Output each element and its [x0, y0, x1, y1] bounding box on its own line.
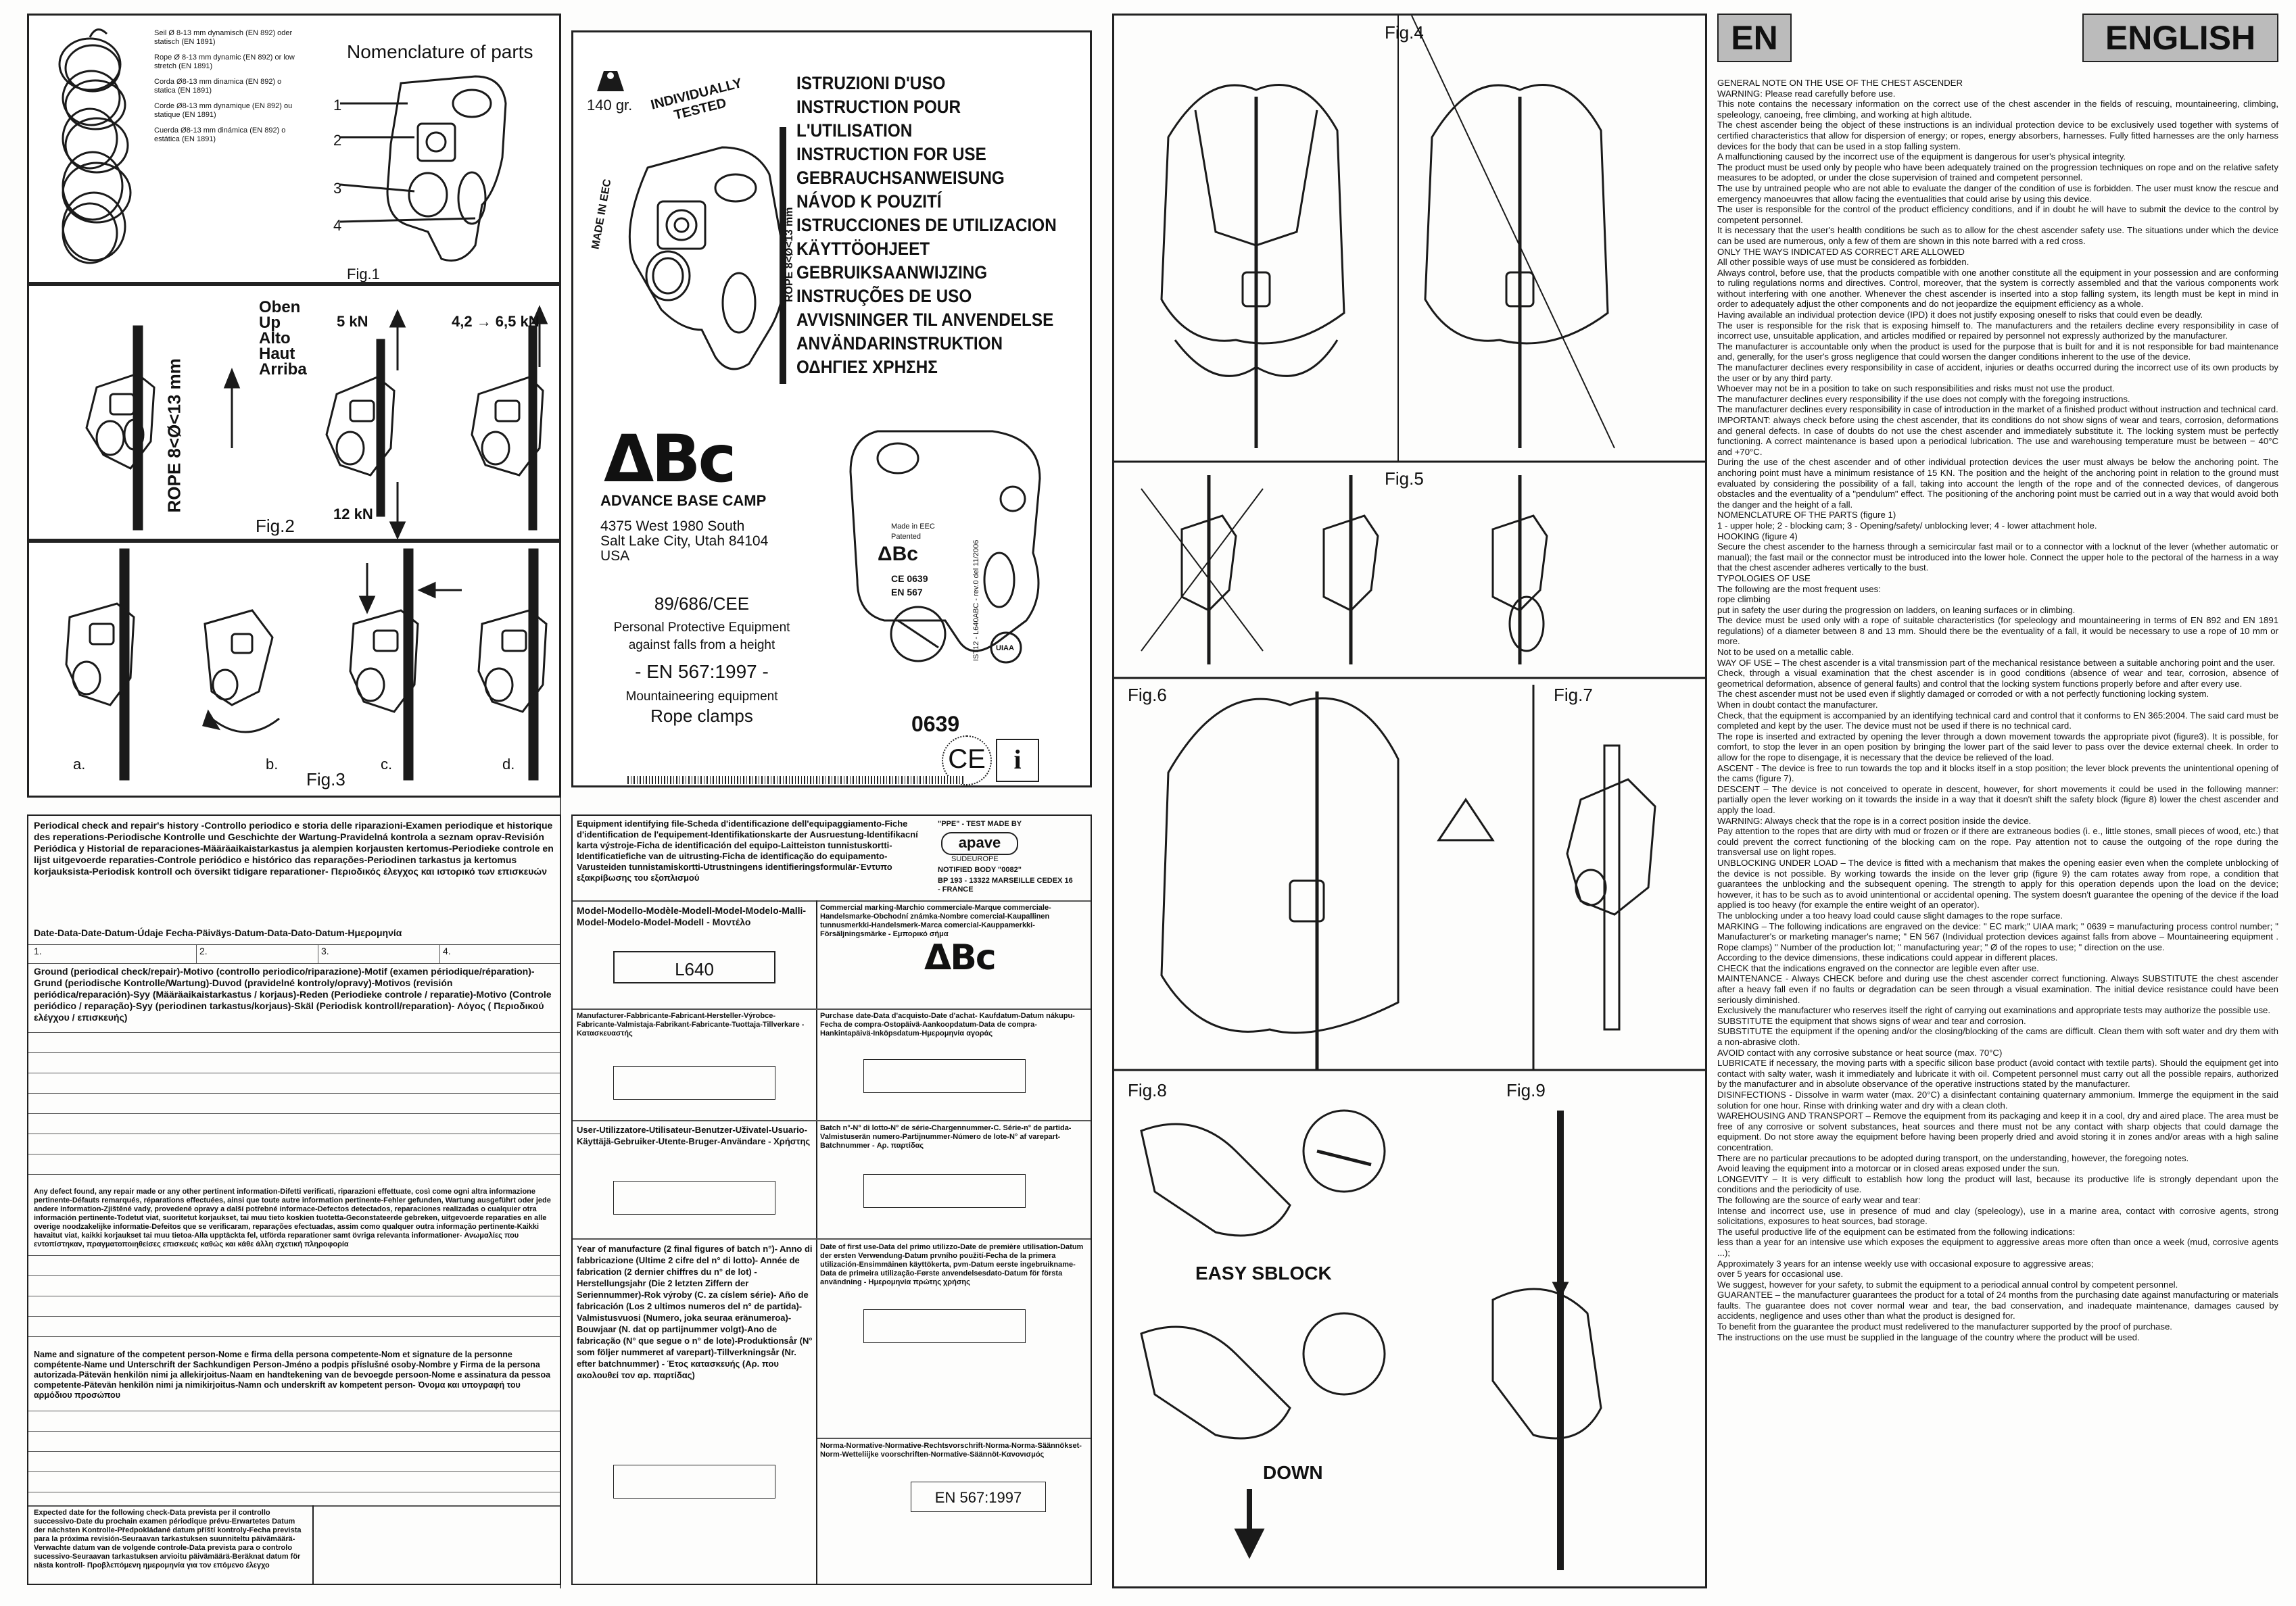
- purchase-date-title: Purchase date-Data d'acquisto-Date d'achat- Kaufdatum-Datum nákupu-Fecha de compra-Ostopäivä-Aankoopdatum-Data de compra-Hankintapäivä-Inköpsdatum-Ημερομηνία αγοράς: [820, 1012, 1075, 1038]
- instruction-paragraph: SUBSTITUTE the equipment that shows signs of wear and tear and corrosion.: [1717, 1015, 2026, 1026]
- expected-date-title: Expected date for the following check-Data prevista per il controllo successivo-Date du prochain examen périodique prévu-Erwartetes Datum der nächsten Kontrolle-Předpokládané datum příští kontroly-Fecha prevista para la próxima revisión-Seuraavan tarkastuksen suunniteltu päivämäärä-Verwachte datum van de volgende controle-Data prevista para o controlo sucessivo-Seuraavan tarkastuksen arvioitu päivämäärä-Beräknat datum för nästa kontroll- Προβλεπόμενη ημερομηνία για τον επόμενο έλεγχο: [34, 1509, 302, 1570]
- instruction-paragraph: The chest ascender being the object of these instructions is an individual protection device to be exclusively used together with systems of certified characteristics that allow for dispersion of energy; or ropes, energy absorbers, harnesses. Fully fitted harnesses are the only harness devices for the body that can be used in a stop falling system.: [1717, 120, 2278, 151]
- instruction-paragraph: During the use of the chest ascender and of other individual protection devices the user must always be below the anchoring point. The anchoring point must have a minimum resistance of 15 KN. The position and the height of the anchoring point in relation to the ground must evaluated by considering the possibility of a fall, taking into account the length of the rope and of the connected devices, of dangerous obstacles and the eventuality of a "pendulum" effect. The positioning of the anchoring point must be carried out in a way that would avoid both the danger and the height of a fall.: [1717, 457, 2278, 510]
- commercial-marking-title: Commercial marking-Marchio commerciale-Marque commerciale-Handelsmarke-Obchodní známka-Nombre comercial-Kaupallinen tunnusmerkki-Handelsmerk-Marca comercial-Kauppamerkki-Försäljningsmärke - Εμπορικό σήμα: [820, 904, 1051, 938]
- model-value: L640: [675, 959, 714, 979]
- instruction-paragraph: It is necessary that the user's health conditions be such as to allow for the chest ascender safety use. The situations under which the device can be used are numerous, only a few of them are shown in this note barred with a red cross.: [1717, 225, 2278, 246]
- made-in-eec-label: MADE IN EEC: [590, 178, 614, 251]
- instruction-paragraph: The chest ascender must not be used even if slightly damaged or corroded or with a not perfectly functioning locking system.: [1717, 689, 2209, 700]
- language-list: [796, 72, 1061, 379]
- user-field[interactable]: [613, 1181, 775, 1215]
- user-title: User-Utilizzatore-Utilisateur-Benutzer-Uživatel-Usuario-Käyttäjä-Gebruiker-Utente-Bruger-Användare - Χρήστης: [577, 1125, 811, 1146]
- ascender-nomenclature-drawing: [327, 56, 550, 279]
- fig1-label: Fig.1: [347, 266, 380, 283]
- instruction-paragraph: The unblocking under a too heavy load could cause slight damages to the rope surface.: [1717, 910, 2063, 921]
- test-made-by: "PPE" - TEST MADE BY: [938, 820, 1022, 828]
- instruction-paragraph: The rope is inserted and extracted by opening the lever through a down movement towards the appropriate pivot (figure3). It is possible, for comfort, to stop the lever in an open position by bringing the lower part of the said lever to pass over the device external cheek. In order to allow for the rope to disengage, it is necessary that the device be relieved of the load.: [1717, 731, 2278, 762]
- instruction-paragraph: LONGEVITY – It is very difficult to establish how long the product will last, because its productive life is strongly dependant upon the conditions and the periodicity of use.: [1717, 1173, 2278, 1195]
- lang-it: ISTRUZIONI D'USO: [796, 73, 946, 93]
- instruction-paragraph: Approximately 3 years for an intense weekly use with occasional exposure to aggressive areas;: [1717, 1258, 2094, 1269]
- language-code-badge: EN: [1717, 14, 1792, 62]
- ground-title: Ground (periodical check/repair)-Motivo (controllo periodico/riparazione)-Motif (examen périodique/réparation)-Grund (periodische Kontrolle/Wartung)-Duvod (pravidelné kontroly/opravy)-Motivos (revisión periódica/reparación)-Syy (Määräaikaistarkastus / korjaus)-Reden (Periodieke controle / reparatie)-Motivo (Controle periódico / reparação)-Syy (periodinen tarkastus/korjaus)-Skäl (Periodisk kontroll/reparation)- Λόγος ( Περιοδικού ελέγχου / επισκευής): [34, 966, 552, 1023]
- lang-fi: KÄYTTÖOHJEET: [796, 239, 930, 259]
- part-number-2: 2: [333, 132, 342, 149]
- defect-note: Any defect found, any repair made or any other pertinent information-Difetti verificati, riparazioni effettuate, così come ogni altra informazione pertinente-Défauts remarqués, réparations effectuées, ainsi que toute autre information pertinente-Fehler gefunden, Wartung ausgeführt oder jede andere Information-Zjištěné vady, provedené opravy a další potřebné informace-Defectos detectados, reparaciones realizadas o cualquier otra información pertinente-Todetut viat, suoritetut korjaukset, tai muu tieto koskien tuotetta-Geconstateerde gebreken, uitgevoerde reparaties en alle overige noodzakelijke informatie-Defeitos que se verificaram, reparações efectuadas, assim como qualquer outra informação pertinente-Kaikki havaitut viat, kaikki korjaukset tai muu tietoa-Alla upptäckta fel, utförda reparationer samt övriga relevanta informationer- Ανωμαλίες που εντοπίστηκαν, πραγματοποιηθείσες επισκευές καθώς και κάθε άλλη σχετική πληροφορία: [34, 1188, 551, 1248]
- fig3-label: Fig.3: [306, 769, 345, 789]
- abc-logo: ΔBc: [604, 421, 734, 497]
- barcode: [627, 776, 965, 784]
- batch-number-title: Batch n°-N° di lotto-N° de série-Chargennummer-C. Série-n° de partida-Valmistuserän numero-Partijnummer-Número de lote-N° af varepart-Batchnummer - Αρ. παρτίδας: [820, 1124, 1072, 1150]
- instruction-paragraph: To benefit from the guarantee the product must redelivered to the manufacturer supported by the proof of purchase.: [1717, 1321, 2172, 1332]
- lang-es: ISTRUCCIONES DE UTILIZACION: [796, 215, 1057, 235]
- lang-fr: INSTRUCTION POUR L'UTILISATION: [796, 97, 961, 141]
- instruction-paragraph: put in safety the user during the progression on ladders, on leaning surfaces or in climbing.: [1717, 604, 2076, 615]
- fig3-step-b: b.: [266, 756, 279, 773]
- instruction-paragraph: UNBLOCKING UNDER LOAD – The device is fitted with a mechanism that makes the opening easier even when the complete unblocking of the device is not possible. By working towards the inside on the lever grip (figure 9) the cam rotates away from rope, a condition that guarantees the unblocking and the subsequent opening. The strength to apply for this operation depends upon the load on the device; however, it has to be such as to avoid unintentional or accidental opening. The system doesn't guarantee the opening of the device if the load applied is too heavy (for example the entire weight of an operator).: [1717, 857, 2278, 910]
- apave-logo: apave: [941, 832, 1018, 855]
- instruction-paragraph: 1 - upper hole; 2 - blocking cam; 3 - Opening/safety/ unblocking lever; 4 - lower attachment hole.: [1717, 520, 2097, 531]
- fig3-rope-insertion-drawing: [29, 543, 561, 798]
- rope-spec-es: Cuerda Ø8-13 mm dinámica (EN 892) o estática (EN 1891): [154, 126, 286, 143]
- up-word-en: Up: [259, 314, 281, 332]
- force-5kn-label: 5 kN: [337, 313, 368, 330]
- direction-up-words: [259, 299, 307, 377]
- instruction-paragraph: This note contains the necessary information on the correct use of the chest ascender in the fields of rescuing, mountaineering, climbing, speleology, canoeing, free climbing, and working at high altitude.: [1717, 99, 2278, 120]
- signature-title: Name and signature of the competent person-Nome e firma della persona competente-Nom et signature de la personne compétente-Name und Unterschrift der Sachkundigen Person-Jméno a podpis příslušné osoby-Nombre y Firma de la persona autorizada-Pätevän henkilön nimi ja allekirjoitus-Naam en handtekening van de bevoegde persoon-Nome e assinatura da pessoa competente-Pätevän henkilön nimi ja nimikirjoitus-Namn och underskrift av kompetent person- Όνομα και υπογραφή του αρμόδιου προσώπου: [34, 1350, 551, 1400]
- instruction-paragraph: The manufacturer declines every responsibility in case of introduction in the market of a finished product without instruction and technical card.: [1717, 404, 2278, 415]
- instruction-paragraph: ASCENT - The device is free to run towards the top and it blocks itself in a stop position; the lever block prevents the unintentional opening of the cams (figure 7).: [1717, 762, 2278, 784]
- lang-gr: ΟΔΗΓΙΕΣ ΧΡΗΣΗΣ: [796, 357, 938, 377]
- instruction-paragraph: over 5 years for occasional use.: [1717, 1269, 1844, 1280]
- instruction-paragraph: Intense and incorrect use, use in presence of mud and clay (speleology), use in a marine area, contact with corrosive agents, strong solicitations, exposures to heat sources, bad storage.: [1717, 1205, 2278, 1227]
- periodic-check-title: Periodical check and repair's history -Controllo periodico e storia delle riparazioni-Examen periodique et historique des reperations-Periodische Kontrolle und Geschichte der Wartung-Pravidelná kontrola a seznam oprav-Revisión Periódica y Historial de reparaciones-Määräaikaistarkastus ja alempien korjausten kertomus-Periodieke controle en lijst uitgevoerde reparaties-Controle periódico e histórico das reparações-Periodinen tarkastus ja kertomus korjauksista-Periodisk kontroll och översikt tidigare reparationer- Περιοδικός έλεγχος και ιστορικό των επισκευών: [34, 820, 554, 877]
- fig2-frame: [27, 284, 561, 541]
- up-word-es: Arriba: [259, 360, 307, 379]
- ppe-line-1: Personal Protective Equipment: [613, 620, 790, 635]
- first-use-field[interactable]: [863, 1309, 1026, 1343]
- instruction-paragraph: The manufacturer is accountable only when the product is used for the purpose that is built for and it is not responsible for bad maintenance and, generally, for the user's gross negligence that could worsen the danger conditions inherent to the use of the device.: [1717, 341, 2278, 362]
- instruction-paragraph: Pay attention to the ropes that are dirty with mud or frozen or if there are extraneous bodies (i. e., little stones, small pieces of wood, etc.) that could prevent the correct functioning of the blocking cam on the rope. Pay attention not to cause the outgoing of the rope during the transversal use on light ropes.: [1717, 826, 2278, 858]
- fig5-label: Fig.5: [1385, 468, 1424, 489]
- weight-label: 140 gr.: [587, 97, 633, 114]
- rope-spec-fr: Corde Ø8-13 mm dynamique (EN 892) ou statique (EN 1891): [154, 102, 293, 119]
- device-rope-diameter: ROPE 8<Ø<13 mm: [784, 207, 795, 302]
- force-12kn-label: 12 kN: [333, 506, 373, 522]
- date-col-3[interactable]: 3.: [321, 946, 329, 956]
- lang-no: AVVISNINGER TIL ANVENDELSE: [796, 310, 1054, 330]
- instruction-paragraph: DISINFECTIONS - Dissolve in warm water (max. 20°C) a disinfectant containing quaternary ammonium. Immerge the equipment in the said solution for one hour. Rinse with drinking water and dry with a clean cloth.: [1717, 1090, 2278, 1111]
- fig4-label: Fig.4: [1385, 22, 1424, 43]
- instruction-paragraph: MARKING – The following indications are engraved on the device: " EC mark;" UIAA mark; " 0639 = manufacturing process control number; " Manufacturer's or marketing manager's name; " EN 567 (Individual protection devices against falls from above – Mountaineering equipment . Rope clamps) " Number of the production lot; " manufacturing year; " Ø of the ropes to use; " direction on the use.: [1717, 921, 2278, 952]
- figures-4-9-drawing: [1114, 16, 1705, 1586]
- instruction-paragraph: The instructions on the use must be supplied in the language of the country where the product will be used.: [1717, 1332, 2140, 1342]
- manufacturer-title: Manufacturer-Fabbricante-Fabricant-Hersteller-Výrobce-Fabricante-Valmistaja-Fabrikant-Fabricante-Tuottaja-Tillverkare - Κατασκευαστής: [577, 1012, 805, 1038]
- fig1-frame: [27, 14, 561, 284]
- lang-de: GEBRAUCHSANWEISUNG: [796, 168, 1005, 188]
- force-range-label: 4,2 → 6,5 kN: [452, 313, 540, 330]
- rope-spec-de: Seil Ø 8-13 mm dynamisch (EN 892) oder statisch (EN 1891): [154, 29, 293, 46]
- instruction-paragraph: All other possible ways of use must be considered as forbidden.: [1717, 257, 1969, 268]
- instruction-paragraph: WAREHOUSING AND TRANSPORT – Remove the equipment from its packaging and keep it in a cool, dry and aired place. The area must be free of any corrosive or solvent substances, heat sources and there must not be any contact with sharp objects that could damage the equipment. Do not store away the equipment before having been properly dried and avoid storing it in zones and/or areas with a high saline concentration.: [1717, 1111, 2278, 1152]
- part-number-4: 4: [333, 217, 342, 234]
- instruction-paragraph: Exclusively the manufacturer who reserves itself the right of carrying out examinations and appropriate tests may authorize the possible use.: [1717, 1005, 2271, 1016]
- plate-logo: ΔBc: [878, 543, 918, 565]
- fig2-label: Fig.2: [256, 516, 295, 536]
- instruction-paragraph: A malfunctioning caused by the incorrect use of the equipment is dangerous for user's physical integrity.: [1717, 151, 2126, 162]
- down-label: DOWN: [1263, 1462, 1323, 1483]
- company-name: ADVANCE BASE CAMP: [600, 492, 767, 509]
- part-number-1: 1: [333, 97, 342, 114]
- instruction-paragraph: less than a year for an intensive use which exposes the equipment to aggressive areas more often than once a week (mud, corrosive agents ...);: [1717, 1237, 2278, 1258]
- mountaineering-label: Mountaineering equipment: [625, 689, 778, 704]
- part-number-3: 3: [333, 180, 342, 197]
- english-instructions-panel: [1717, 14, 2278, 1588]
- fig8-label: Fig.8: [1128, 1080, 1167, 1100]
- instruction-paragraph: Secure the chest ascender to the harness through a semicircular fast mail or to a connector with a locknut of the lever (whether automatic or manual); the fast mail or the connector must be introduced into the lower hole. Connect the upper hole to the pectoral of the harness in a way that the chest ascender adheres vertically to the bust.: [1717, 541, 2278, 573]
- instruction-paragraph: GUARANTEE – the manufacturer guarantees the product for a total of 24 months from the purchasing date against manufacturing or materials faults. The guarantee does not cover normal wear and tear, the bad conservation, and inadequate maintenance, damages caused by accidents, negligence and uses other than what the product is designed for.: [1717, 1290, 2278, 1321]
- instruction-paragraph: Having available an individual protection device (IPD) it does not justify exposing oneself to risks that could even be deadly.: [1717, 310, 2203, 320]
- instruction-paragraph: LUBRICATE if necessary, the moving parts with a specific silicon base product (avoid contact with textile parts). Should the equipment get into contact with salty water, wash it immediately and lubricate it with oil. Competent personnel must carry out all the possible repairs, authorized by the manufacturer and in absolute observance of the operative instructions stated by the manufacturer.: [1717, 1058, 2278, 1090]
- notified-body: NOTIFIED BODY "0082": [938, 866, 1022, 874]
- plate-patented: Patented: [891, 533, 922, 541]
- lang-en: INSTRUCTION FOR USE: [796, 144, 986, 164]
- instruction-paragraph: CHECK that the indications engraved on the connector are legible even after use.: [1717, 963, 2039, 973]
- instruction-paragraph: MAINTENANCE - Always CHECK before and during use the chest ascender correct functioning. Always SUBSTITUTE the chest ascender after a heavy fall even if no faults or degradation can be seen through a visual examination. The initial device resistance could have been seriously diminished.: [1717, 973, 2278, 1005]
- instruction-paragraph: SUBSTITUTE the equipment if the opening and/or the closing/blocking of the cams are difficult. Clean them with soft water and dry them with a non-abrasive cloth.: [1717, 1026, 2278, 1048]
- address-line-2: Salt Lake City, Utah 84104: [600, 533, 769, 549]
- lang-nl: GEBRUIKSAANWIJZING: [796, 262, 988, 283]
- rope-spec-list: [154, 29, 300, 144]
- fig9-label: Fig.9: [1506, 1080, 1546, 1100]
- lang-sv: ANVÄNDARINSTRUKTION: [796, 333, 1003, 354]
- commercial-abc-logo: ΔBc: [924, 938, 995, 978]
- instruction-paragraph: Always control, before use, that the products compatible with one another constitute all the equipment in your possession and are conforming to ruling regulations norms and directives. Control, moreover, that the system is correctly assembled and that the various components work without interfering with one another. Whenever the chest ascender is inserted into a stop falling system, its length must be kept in mind in order to adequately adjust the other components and do not jeopardize the equipment efficiency as a whole.: [1717, 267, 2278, 310]
- address-line-1: 4375 West 1980 South: [600, 518, 745, 534]
- english-header: [1717, 14, 2278, 62]
- instruction-paragraph: DESCENT – The device is not conceived to operate in descent, however, for short movements it could be used in the following manner: partially open the lever working on it towards the inside in a way that it doesn't shift the safety block (figure 8) lower the chest ascender and apply the load.: [1717, 783, 2278, 815]
- lang-cz: NÁVOD K POUZITÍ: [796, 191, 942, 212]
- ce-eu-stars-icon: CE: [942, 735, 992, 785]
- fig6-label: Fig.6: [1128, 685, 1167, 705]
- instruction-paragraph: Not to be used on a metallic cable.: [1717, 647, 1855, 658]
- instruction-paragraph: According to the device dimensions, these indications could appear in different places.: [1717, 952, 2058, 963]
- individually-tested-badge: INDIVIDUALLY TESTED: [649, 75, 744, 123]
- batch-number-field[interactable]: [863, 1174, 1026, 1208]
- instruction-paragraph: GENERAL NOTE ON THE USE OF THE CHEST ASCENDER: [1717, 78, 1963, 88]
- fig3-step-c: c.: [381, 756, 393, 773]
- directive-code: 89/686/CEE: [654, 593, 750, 614]
- instruction-paragraph: The useful productive life of the equipment can be estimated from the following indications:: [1717, 1226, 2076, 1237]
- rope-clamps-label: Rope clamps: [650, 706, 753, 726]
- up-word-fr: Haut: [259, 345, 295, 363]
- instruction-paragraph: AVOID contact with any corrosive substance or heat source (max. 70°C): [1717, 1047, 2003, 1058]
- instruction-paragraph: HOOKING (figure 4): [1717, 531, 1798, 541]
- instruction-paragraph: Avoid leaving the equipment into a motorcar or in closed areas exposed under the sun.: [1717, 1163, 2060, 1174]
- instruction-paragraph: The use by untrained people who are not able to evaluate the danger of the condition of use is forbidden. The user must know the rescue and emergency manoeuvres that allow facing the eventualities that could arise by using this device.: [1717, 182, 2278, 204]
- marking-plate-drawing: [837, 418, 1060, 715]
- instruction-paragraph: TYPOLOGIES OF USE: [1717, 573, 1811, 583]
- nomenclature-title: Nomenclature of parts: [347, 41, 533, 62]
- year-of-manufacture-title: Year of manufacture (2 final figures of batch n°)- Anno di fabbricazione (Ultime 2 cifre del n° di lotto)- Année de fabrication (2 dernier chiffres du n° de lot) -Herstellungsjahr (Die 2 letzten Ziffern der Seriennummer)-Rok výroby (C. za císlem série)- Año de fabricación (Los 2 ultimos numeros del n° de partida)-Valmistusvuosi (Numero, joka seuraa eränumeroa)-Bouwjaar (N. dat op partijnummer volgt)-Ano de fabricação (N° que segue o n° de lote)-Produktionsår (N° som följer nummeret af varepart)-Tillverkningsår (Nr. efter batchnummer) - Έτος κατασκευής (Αρ. που ακολουθεί τον αρ. παρτίδας): [577, 1244, 813, 1380]
- instruction-paragraph: NOMENCLATURE OF THE PARTS (figure 1): [1717, 510, 1896, 520]
- fig2-rope-label: ROPE 8<Ø<13 mm: [164, 358, 185, 513]
- figures-panel-left: [27, 14, 561, 1588]
- rope-coil-image: [43, 24, 151, 274]
- instruction-paragraph: The manufacturer declines every responsibility if the use does not comply with the foregoing instructions.: [1717, 393, 2130, 404]
- figures-panel-right: [1112, 14, 1707, 1588]
- instruction-paragraph: ONLY THE WAYS INDICATED AS CORRECT ARE ALLOWED: [1717, 246, 1965, 257]
- weight-icon: [594, 68, 627, 95]
- norm-value: EN 567:1997: [934, 1489, 1022, 1506]
- fig7-label: Fig.7: [1554, 685, 1593, 705]
- rope-spec-en: Rope Ø 8-13 mm dynamic (EN 892) or low stretch (EN 1891): [154, 53, 295, 70]
- norm-value-box: [911, 1482, 1046, 1512]
- model-value-box: [613, 951, 775, 983]
- date-col-1[interactable]: 1.: [34, 946, 42, 956]
- instruction-paragraph: The device must be used only with a rope of suitable characteristics (for speleology and mountaineering in terms of EN 892 and EN 1891 regulations) of a diameter between 8 and 13 mm. Should there be the eventuality of a fall, it would be necessary to use a rope of 10 mm or more.: [1717, 615, 2278, 647]
- instruction-paragraph: Whoever may not be in a position to take on such responsibilities and risks must not use the product.: [1717, 383, 2115, 394]
- identifying-file-form: [571, 814, 1092, 1585]
- instruction-paragraph: When in doubt contact the manufacturer.: [1717, 700, 1878, 710]
- fig3-frame: [27, 541, 561, 798]
- instruction-paragraph: There are no particular precautions to be adopted during transport, on the understanding, however, the foregoing notes.: [1717, 1152, 2189, 1163]
- language-title-badge: ENGLISH: [2082, 14, 2278, 62]
- plate-ce-mark: CE 0639: [891, 573, 928, 584]
- cover-panel: [571, 14, 1099, 1588]
- instruction-paragraph: The following are the most frequent uses:: [1717, 583, 1881, 594]
- date-row-title: Date-Data-Date-Datum-Údaje Fecha-Päiväys-Datum-Data-Dato-Datum-Ημερομηνία: [34, 927, 402, 938]
- date-col-4[interactable]: 4.: [443, 946, 451, 956]
- apave-address: BP 193 - 13322 MARSEILLE CEDEX 16 - FRANCE: [938, 877, 1073, 894]
- instruction-paragraph: The following are the source of early wear and tear:: [1717, 1194, 1921, 1205]
- year-field[interactable]: [613, 1465, 775, 1499]
- fig3-step-d: d.: [502, 756, 515, 773]
- company-address: [600, 519, 768, 564]
- info-book-icon: i: [996, 739, 1039, 782]
- address-line-3: USA: [600, 548, 630, 564]
- instruction-paragraph: WARNING: Please read carefully before use.: [1717, 88, 1896, 99]
- up-word-it: Alto: [259, 329, 291, 347]
- identifying-file-title: Equipment identifying file-Scheda d'identificazione dell'equipaggiamento-Fiche d'identification de l'equipement-Identifikationskarte der Ausruestung-Identifikacní karta výstroje-Ficha de identificación del equipo-Laitteiston tunnistuskortti-Identificatiefiche van de uitrusting-Ficha de identificação do equipamento-Varusteiden tunnistamiskortti-Utrustningens identifieringsformulär-Έντυπο εξακρίβωσης του εξοπλισμού: [577, 819, 918, 883]
- instruction-paragraph: Check, through a visual examination that the chest ascender is in good conditions (absence of wear and tear, corrosion, absence of geometrical deformation, absence of general faults) and control that the locking system functions properly before and after every use.: [1717, 668, 2278, 689]
- plate-en-567: EN 567: [891, 587, 923, 598]
- instruction-paragraph: WARNING: Always check that the rope is in a correct position inside the device.: [1717, 815, 2032, 826]
- english-instruction-text: [1717, 78, 2278, 1565]
- instruction-paragraph: rope climbing: [1717, 594, 1771, 605]
- model-title: Model-Modello-Modèle-Modell-Model-Modelo-Malli-Model-Modelo-Model-Modell - Μοντέλο: [577, 905, 807, 927]
- rope-spec-it: Corda Ø8-13 mm dinamica (EN 892) o statica (EN 1891): [154, 78, 282, 95]
- instruction-paragraph: The user is responsible for the risk that is exposing himself to. The manufacturers and the retailers decline every responsibility in case of incorrect use, unsuitable application, and articles modified or repaired by personnel not expressly authorized by the manufacturer.: [1717, 320, 2278, 341]
- cover-frame: [571, 30, 1092, 787]
- instruction-paragraph: IMPORTANT: always check before using the chest ascender, that its conditions do not show signs of wear and tears, corrosion, deformations and general defects. In case of doubts do not use the chest ascender and immediately substitute it. The locking system must be perfectly functioning. A correct maintenance is based upon a periodical lubrication. The use and warehousing temperature must be between − 40°C and +70°C.: [1717, 415, 2278, 457]
- periodic-check-form: [27, 814, 561, 1585]
- instruction-paragraph: The product must be used only by people who have been adequately trained on the progression techniques on rope and on the relative safety measures to be adopted, or under the close supervision of trained and competent personnel.: [1717, 162, 2278, 183]
- barcode-caption: IST12 - L640ABC - rev.0 del 11/2006: [972, 539, 980, 661]
- instruction-paragraph: The user is responsible for the control of the product efficiency conditions, and if in doubt he will have to submit the device to the control by competent personnel.: [1717, 204, 2278, 225]
- instruction-paragraph: WAY OF USE – The chest ascender is a vital transmission part of the mechanical resistance between a suitable anchoring point and the user.: [1717, 657, 2275, 668]
- fig3-step-a: a.: [73, 756, 86, 773]
- norm-title: Norma-Normative-Normative-Rechtsvorschrift-Norma-Norma-Säännökset-Norm-Wetteliijke voorschriften-Normative-Säännöt-Κανονισμός: [820, 1442, 1082, 1459]
- instruction-paragraph: Check, that the equipment is accompanied by an identifying technical card and control that it conforms to EN 365:2004. The said card must be completed and kept by the user. The device must not be used if there is no technical card.: [1717, 710, 2278, 731]
- ppe-line-2: against falls from a height: [628, 638, 775, 652]
- norm-label: - EN 567:1997 -: [635, 661, 769, 682]
- plate-uiaa: UIAA: [996, 644, 1014, 652]
- apave-sub: SUDEUROPE: [951, 855, 999, 863]
- plate-made-in-eec: Made in EEC: [891, 522, 935, 531]
- manufacturer-field: [613, 1066, 775, 1100]
- date-col-2[interactable]: 2.: [199, 946, 208, 956]
- lang-pt: INSTRUÇÕES DE USO: [796, 286, 972, 306]
- first-use-title: Date of first use-Data del primo utilizzo-Date de première utilisation-Datum der ersten Verwendung-Datum prvního použití-Fecha de la primera utilización-Ensimmäinen käyttökerta, pvm-Datum eerste ingebruikname-Data de primeira utilização-Første anvendelsesdato-Datum för första användning - Ημερομηνία πρώτης χρήσης: [820, 1243, 1084, 1286]
- instruction-paragraph: We suggest, however for your safety, to submit the equipment to a periodical annual control by competent personnel.: [1717, 1279, 2178, 1290]
- notified-body-number: 0639: [911, 712, 960, 736]
- purchase-date-field[interactable]: [863, 1059, 1026, 1093]
- instruction-paragraph: The manufacturer declines every responsibility in case of accident, injuries or deaths occurred during the incorrect use of its own products by the user or by any third party.: [1717, 362, 2278, 383]
- up-word-de: Oben: [259, 298, 301, 316]
- easy-sblock-label: EASY SBLOCK: [1195, 1263, 1332, 1284]
